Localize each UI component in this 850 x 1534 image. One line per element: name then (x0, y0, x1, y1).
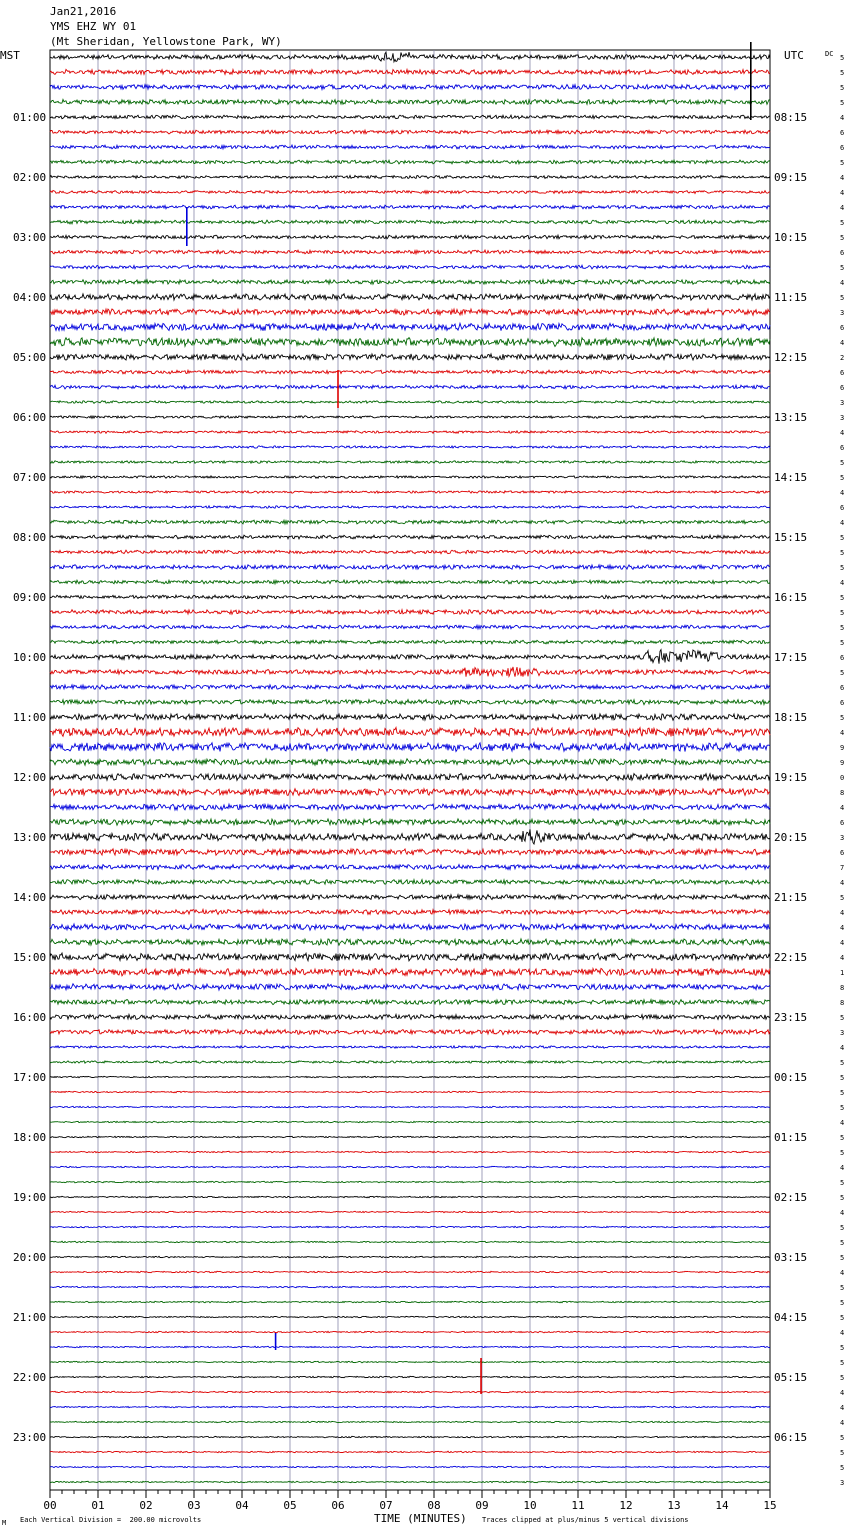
trace-row-18 (50, 323, 770, 331)
left-hour-label: 16:00 (13, 1011, 47, 1024)
left-hour-label: 19:00 (13, 1191, 47, 1204)
row-dc-value: 4 (840, 1269, 845, 1277)
row-dc-value: 5 (840, 264, 845, 272)
trace-row-15 (50, 280, 770, 285)
row-dc-value: 4 (840, 1209, 845, 1217)
row-dc-value: 5 (840, 234, 845, 242)
row-dc-value: 5 (840, 294, 845, 302)
row-dc-value: 5 (840, 1359, 845, 1367)
row-dc-value: 5 (840, 1299, 845, 1307)
left-hour-label: 05:00 (13, 351, 47, 364)
row-dc-value: 5 (840, 1194, 845, 1202)
row-dc-value: 1 (840, 969, 845, 977)
row-dc-value: 5 (840, 1344, 845, 1352)
x-tick-label: 14 (715, 1499, 729, 1512)
left-hour-label: 10:00 (13, 651, 47, 664)
chart-location: (Mt Sheridan, Yellowstone Park, WY) (50, 35, 282, 48)
row-dc-value: 5 (840, 219, 845, 227)
row-dc-value: 5 (840, 1449, 845, 1457)
trace-row-89 (50, 1391, 770, 1393)
row-dc-value: 0 (840, 774, 845, 782)
right-hour-label: 14:15 (774, 471, 808, 484)
right-hour-label: 08:15 (774, 111, 808, 124)
trace-row-85 (50, 1331, 770, 1333)
row-dc-value: 5 (840, 1314, 845, 1322)
row-dc-value: 5 (840, 1239, 845, 1247)
trace-row-21 (50, 370, 770, 374)
row-dc-value: 4 (840, 804, 845, 812)
row-dc-value: 3 (840, 399, 845, 407)
trace-row-48 (50, 774, 770, 781)
right-timezone-label: UTC (784, 49, 804, 62)
trace-row-56 (50, 895, 770, 900)
trace-row-26 (50, 446, 770, 449)
row-dc-value: 5 (840, 54, 845, 62)
trace-row-23 (50, 401, 770, 404)
row-dc-value: 6 (840, 444, 845, 452)
dc-label: DC (825, 50, 834, 58)
row-dc-value: 5 (840, 639, 845, 647)
x-tick-label: 00 (43, 1499, 57, 1512)
row-dc-value: 4 (840, 1419, 845, 1427)
left-hour-label: 20:00 (13, 1251, 47, 1264)
x-tick-label: 02 (139, 1499, 153, 1512)
row-dc-value: 5 (840, 1089, 845, 1097)
trace-row-31 (50, 520, 770, 524)
row-dc-value: 5 (840, 1254, 845, 1262)
row-dc-value: 6 (840, 654, 845, 662)
trace-row-80 (50, 1256, 770, 1258)
trace-row-40 (50, 650, 770, 664)
row-dc-value: 3 (840, 309, 845, 317)
trace-row-58 (50, 924, 770, 930)
row-dc-value: 5 (840, 159, 845, 167)
trace-row-17 (50, 309, 770, 315)
trace-row-64 (50, 1014, 770, 1019)
left-hour-label: 12:00 (13, 771, 47, 784)
x-tick-label: 08 (427, 1499, 441, 1512)
right-hour-label: 06:15 (774, 1431, 808, 1444)
row-dc-value: 6 (840, 504, 845, 512)
row-dc-value: 5 (840, 1434, 845, 1442)
trace-row-93 (50, 1451, 770, 1453)
trace-row-41 (50, 667, 770, 677)
left-hour-label: 03:00 (13, 231, 47, 244)
row-dc-value: 4 (840, 1119, 845, 1127)
x-axis-label: TIME (MINUTES) (374, 1512, 467, 1525)
trace-row-76 (50, 1196, 770, 1198)
trace-row-59 (50, 939, 770, 945)
trace-row-45 (50, 728, 770, 737)
row-dc-value: 6 (840, 324, 845, 332)
trace-row-20 (50, 354, 770, 360)
trace-row-90 (50, 1406, 770, 1408)
row-dc-value: 7 (840, 864, 845, 872)
clip-note: Traces clipped at plus/minus 5 vertical divisions (482, 1516, 689, 1524)
trace-row-38 (50, 625, 770, 629)
row-dc-value: 8 (840, 789, 845, 797)
left-hour-label: 11:00 (13, 711, 47, 724)
left-hour-label: 13:00 (13, 831, 47, 844)
trace-row-73 (50, 1151, 770, 1153)
row-dc-value: 5 (840, 1059, 845, 1067)
row-dc-value: 3 (840, 1479, 845, 1487)
trace-row-95 (50, 1481, 770, 1483)
trace-row-22 (50, 385, 770, 389)
trace-row-81 (50, 1271, 770, 1273)
right-hour-label: 17:15 (774, 651, 808, 664)
trace-row-2 (50, 85, 770, 90)
row-dc-value: 9 (840, 759, 845, 767)
row-dc-value: 5 (840, 84, 845, 92)
trace-row-10 (50, 205, 770, 209)
left-timezone-label: MST (0, 49, 20, 62)
trace-row-57 (50, 909, 770, 914)
row-dc-value: 4 (840, 924, 845, 932)
right-hour-label: 20:15 (774, 831, 808, 844)
trace-row-91 (50, 1421, 770, 1423)
row-dc-value: 5 (840, 1014, 845, 1022)
row-dc-value: 4 (840, 174, 845, 182)
row-dc-value: 6 (840, 684, 845, 692)
trace-row-92 (50, 1436, 770, 1438)
scale-note: Each Vertical Division = 200.00 microvolts (20, 1516, 202, 1524)
trace-row-39 (50, 640, 770, 644)
trace-row-35 (50, 580, 770, 584)
row-dc-value: 5 (840, 714, 845, 722)
trace-row-52 (50, 829, 770, 844)
trace-row-71 (50, 1121, 770, 1123)
trace-row-46 (50, 743, 770, 752)
right-hour-label: 02:15 (774, 1191, 808, 1204)
trace-row-87 (50, 1361, 770, 1363)
x-tick-label: 06 (331, 1499, 345, 1512)
trace-row-65 (50, 1030, 770, 1035)
row-dc-value: 6 (840, 144, 845, 152)
right-hour-label: 19:15 (774, 771, 808, 784)
trace-row-62 (50, 984, 770, 990)
trace-row-88 (50, 1376, 770, 1378)
right-hour-label: 00:15 (774, 1071, 808, 1084)
left-hour-label: 07:00 (13, 471, 47, 484)
trace-row-61 (50, 968, 770, 976)
trace-row-49 (50, 788, 770, 795)
row-dc-value: 4 (840, 339, 845, 347)
row-dc-value: 4 (840, 429, 845, 437)
row-dc-value: 5 (840, 1134, 845, 1142)
trace-row-94 (50, 1466, 770, 1468)
x-tick-label: 09 (475, 1499, 489, 1512)
trace-row-7 (50, 160, 770, 164)
right-hour-label: 18:15 (774, 711, 808, 724)
row-dc-value: 4 (840, 1404, 845, 1412)
row-dc-value: 5 (840, 669, 845, 677)
trace-row-5 (50, 130, 770, 134)
trace-row-72 (50, 1136, 770, 1138)
left-hour-label: 15:00 (13, 951, 47, 964)
trace-row-30 (50, 506, 770, 509)
trace-row-13 (50, 250, 770, 254)
row-dc-value: 2 (840, 354, 845, 362)
left-hour-label: 18:00 (13, 1131, 47, 1144)
trace-row-33 (50, 550, 770, 554)
row-dc-value: 5 (840, 1464, 845, 1472)
trace-row-79 (50, 1241, 770, 1243)
row-dc-value: 5 (840, 564, 845, 572)
row-dc-value: 4 (840, 189, 845, 197)
row-dc-value: 4 (840, 939, 845, 947)
trace-row-84 (50, 1316, 770, 1318)
right-hour-label: 13:15 (774, 411, 808, 424)
right-hour-label: 04:15 (774, 1311, 808, 1324)
right-hour-label: 16:15 (774, 591, 808, 604)
right-hour-label: 21:15 (774, 891, 808, 904)
trace-row-32 (50, 535, 770, 539)
row-dc-value: 5 (840, 1104, 845, 1112)
right-hour-label: 01:15 (774, 1131, 808, 1144)
trace-row-6 (50, 145, 770, 149)
trace-row-1 (50, 69, 770, 74)
row-dc-value: 4 (840, 579, 845, 587)
row-dc-value: 4 (840, 204, 845, 212)
right-hour-label: 12:15 (774, 351, 808, 364)
trace-row-44 (50, 714, 770, 720)
trace-row-86 (50, 1346, 770, 1348)
row-dc-value: 4 (840, 1044, 845, 1052)
trace-row-24 (50, 416, 770, 419)
row-dc-value: 9 (840, 744, 845, 752)
row-dc-value: 4 (840, 1164, 845, 1172)
left-hour-label: 08:00 (13, 531, 47, 544)
row-dc-value: 4 (840, 114, 845, 122)
x-tick-label: 07 (379, 1499, 393, 1512)
left-hour-label: 01:00 (13, 111, 47, 124)
trace-row-69 (50, 1091, 770, 1093)
trace-row-36 (50, 595, 770, 599)
trace-row-55 (50, 880, 770, 885)
left-hour-label: 17:00 (13, 1071, 47, 1084)
row-dc-value: 5 (840, 534, 845, 542)
row-dc-value: 6 (840, 699, 845, 707)
trace-row-47 (50, 759, 770, 765)
row-dc-value: 5 (840, 1224, 845, 1232)
trace-row-34 (50, 565, 770, 570)
left-hour-label: 02:00 (13, 171, 47, 184)
trace-row-29 (50, 491, 770, 494)
row-dc-value: 4 (840, 954, 845, 962)
trace-row-3 (50, 100, 770, 105)
row-dc-value: 5 (840, 69, 845, 77)
row-dc-value: 5 (840, 549, 845, 557)
trace-row-9 (50, 191, 770, 194)
row-dc-value: 5 (840, 894, 845, 902)
left-hour-label: 09:00 (13, 591, 47, 604)
trace-row-50 (50, 804, 770, 810)
trace-row-82 (50, 1286, 770, 1288)
row-dc-value: 8 (840, 999, 845, 1007)
row-dc-value: 4 (840, 1329, 845, 1337)
left-hour-label: 23:00 (13, 1431, 47, 1444)
x-tick-label: 15 (763, 1499, 777, 1512)
trace-row-54 (50, 865, 770, 870)
row-dc-value: 4 (840, 489, 845, 497)
row-dc-value: 6 (840, 129, 845, 137)
trace-row-37 (50, 610, 770, 615)
left-hour-label: 22:00 (13, 1371, 47, 1384)
trace-row-8 (50, 176, 770, 179)
trace-row-11 (50, 220, 770, 224)
trace-row-19 (50, 338, 770, 347)
corner-mark: M (2, 1519, 7, 1527)
left-hour-label: 04:00 (13, 291, 47, 304)
right-hour-label: 09:15 (774, 171, 808, 184)
trace-row-43 (50, 700, 770, 705)
row-dc-value: 5 (840, 1179, 845, 1187)
row-dc-value: 5 (840, 1284, 845, 1292)
trace-row-42 (50, 685, 770, 690)
row-dc-value: 5 (840, 1374, 845, 1382)
trace-row-12 (50, 235, 770, 239)
row-dc-value: 6 (840, 249, 845, 257)
row-dc-value: 4 (840, 729, 845, 737)
x-tick-label: 04 (235, 1499, 249, 1512)
right-hour-label: 03:15 (774, 1251, 808, 1264)
row-dc-value: 3 (840, 414, 845, 422)
row-dc-value: 5 (840, 459, 845, 467)
trace-row-53 (50, 849, 770, 855)
trace-row-25 (50, 431, 770, 434)
x-tick-label: 13 (667, 1499, 681, 1512)
row-dc-value: 5 (840, 594, 845, 602)
trace-row-66 (50, 1046, 770, 1049)
right-hour-label: 11:15 (774, 291, 808, 304)
right-hour-label: 15:15 (774, 531, 808, 544)
trace-row-28 (50, 476, 770, 479)
row-dc-value: 6 (840, 849, 845, 857)
trace-row-14 (50, 265, 770, 269)
trace-row-68 (50, 1076, 770, 1078)
x-tick-label: 03 (187, 1499, 201, 1512)
left-hour-label: 14:00 (13, 891, 47, 904)
trace-row-78 (50, 1226, 770, 1228)
row-dc-value: 6 (840, 384, 845, 392)
trace-row-27 (50, 461, 770, 464)
left-hour-label: 21:00 (13, 1311, 47, 1324)
trace-row-77 (50, 1211, 770, 1213)
x-tick-label: 05 (283, 1499, 297, 1512)
row-dc-value: 4 (840, 279, 845, 287)
x-tick-label: 11 (571, 1499, 585, 1512)
left-hour-label: 06:00 (13, 411, 47, 424)
row-dc-value: 6 (840, 819, 845, 827)
row-dc-value: 8 (840, 984, 845, 992)
row-dc-value: 4 (840, 1389, 845, 1397)
row-dc-value: 3 (840, 834, 845, 842)
chart-date: Jan21,2016 (50, 5, 117, 18)
trace-row-16 (50, 294, 770, 300)
row-dc-value: 5 (840, 1074, 845, 1082)
row-dc-value: 4 (840, 879, 845, 887)
chart-station: YMS EHZ WY 01 (50, 20, 137, 33)
trace-row-70 (50, 1106, 770, 1108)
trace-row-63 (50, 1000, 770, 1005)
trace-row-74 (50, 1166, 770, 1168)
trace-row-51 (50, 819, 770, 825)
row-dc-value: 4 (840, 519, 845, 527)
right-hour-label: 23:15 (774, 1011, 808, 1024)
trace-row-83 (50, 1301, 770, 1303)
trace-row-67 (50, 1061, 770, 1064)
row-dc-value: 5 (840, 99, 845, 107)
trace-row-60 (50, 953, 770, 961)
trace-row-4 (50, 115, 770, 119)
right-hour-label: 05:15 (774, 1371, 808, 1384)
row-dc-value: 3 (840, 1029, 845, 1037)
row-dc-value: 5 (840, 624, 845, 632)
right-hour-label: 10:15 (774, 231, 808, 244)
x-tick-label: 10 (523, 1499, 537, 1512)
row-dc-value: 6 (840, 369, 845, 377)
row-dc-value: 5 (840, 474, 845, 482)
row-dc-value: 5 (840, 609, 845, 617)
right-hour-label: 22:15 (774, 951, 808, 964)
trace-row-75 (50, 1181, 770, 1183)
x-tick-label: 01 (91, 1499, 105, 1512)
x-tick-label: 12 (619, 1499, 633, 1512)
row-dc-value: 4 (840, 909, 845, 917)
row-dc-value: 5 (840, 1149, 845, 1157)
trace-row-0 (50, 52, 770, 62)
